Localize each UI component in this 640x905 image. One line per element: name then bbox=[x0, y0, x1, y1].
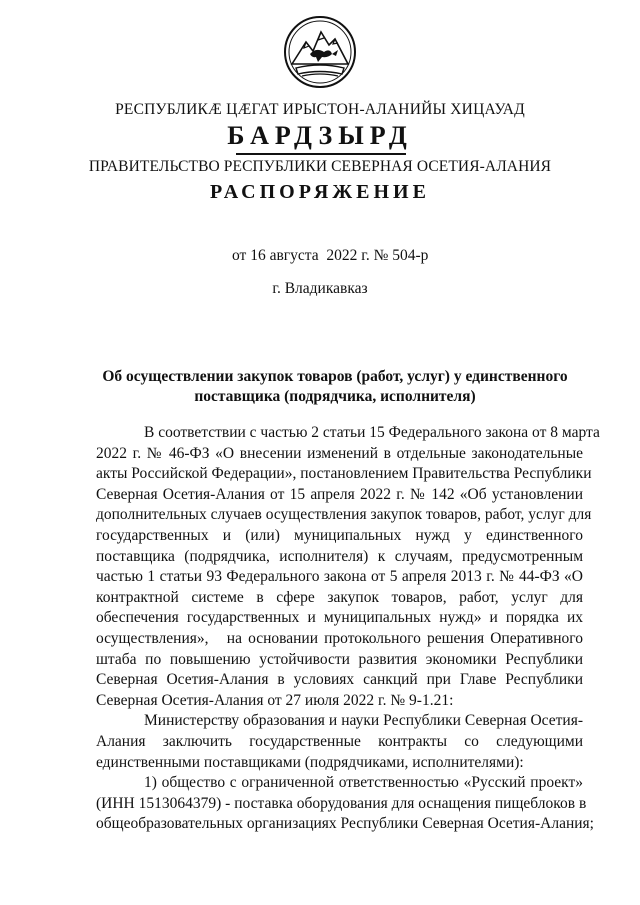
body-line: акты Российской Федерации», постановлением Правительства Республики bbox=[96, 465, 592, 483]
body-line: 1) общество с ограниченной ответственностью «Русский проект» bbox=[144, 774, 583, 792]
title-line: Об осуществлении закупок товаров (работ, услуг) у единственного bbox=[102, 368, 568, 385]
body-line: Северная Осетия-Алания от 27 июля 2022 г. № 9-1.21: bbox=[96, 691, 454, 709]
body-line: Министерству образования и науки Республики Северная Осетия- bbox=[144, 712, 583, 730]
body-line: единственными поставщиками (подрядчиками, исполнителями): bbox=[96, 753, 524, 771]
body-line: Северная Осетия-Алания в условиях санкций при Главе Республики bbox=[96, 671, 583, 689]
document-body bbox=[96, 423, 600, 835]
body-line: контрактной системе в сфере закупок товаров, работ, услуг для bbox=[96, 588, 583, 606]
document-date-number: от 16 августа 2022 г. № 504-р bbox=[232, 247, 429, 264]
title-line: поставщика (подрядчика, исполнителя) bbox=[194, 388, 476, 405]
body-line: общеобразовательных организациях Республики Северная Осетия-Алания; bbox=[96, 815, 594, 833]
body-line: государственных и (или) муниципальных нужд у единственного bbox=[96, 526, 583, 544]
russian-document-type: РАСПОРЯЖЕНИЕ bbox=[210, 181, 430, 203]
body-line: осуществления», на основании протокольного решения Оперативного bbox=[96, 629, 583, 647]
body-line: В соответствии с частью 2 статьи 15 Федерального закона от 8 марта bbox=[144, 424, 600, 441]
document-city: г. Владикавказ bbox=[272, 280, 368, 297]
body-line: частью 1 статьи 93 Федерального закона от 5 апреля 2013 г. № 44-ФЗ «О bbox=[96, 568, 583, 586]
body-line: 2022 г. № 46-ФЗ «О внесении изменений в отдельные законодательные bbox=[96, 444, 583, 462]
body-line: (ИНН 1513064379) - поставка оборудования для оснащения пищеблоков в bbox=[96, 794, 587, 812]
ossetian-document-type: БАРДЗЫРД bbox=[227, 121, 413, 150]
header-divider bbox=[236, 153, 406, 155]
coat-of-arms-icon bbox=[282, 14, 358, 90]
body-line: Северная Осетия-Алания от 15 апреля 2022 г. № 142 «Об установлении bbox=[96, 485, 583, 503]
body-line: обеспечения государственных и муниципальных нужд» и порядка их bbox=[96, 609, 583, 627]
document-title bbox=[96, 367, 574, 407]
ossetian-government-line: РЕСПУБЛИКÆ ЦÆГАТ ИРЫСТОН-АЛАНИЙЫ ХИЦАУАД bbox=[115, 101, 525, 118]
body-line: Алания заключить государственные контракты со следующими bbox=[96, 732, 583, 750]
body-line: дополнительных случаев осуществления закупок товаров, работ, услуг для bbox=[96, 506, 592, 524]
body-line: штаба по повышению устойчивости развития экономики Республики bbox=[96, 650, 583, 668]
russian-government-line: ПРАВИТЕЛЬСТВО РЕСПУБЛИКИ СЕВЕРНАЯ ОСЕТИЯ-АЛАНИЯ bbox=[88, 158, 552, 175]
body-line: поставщика (подрядчика, исполнителя) к случаям, предусмотренным bbox=[96, 547, 583, 565]
